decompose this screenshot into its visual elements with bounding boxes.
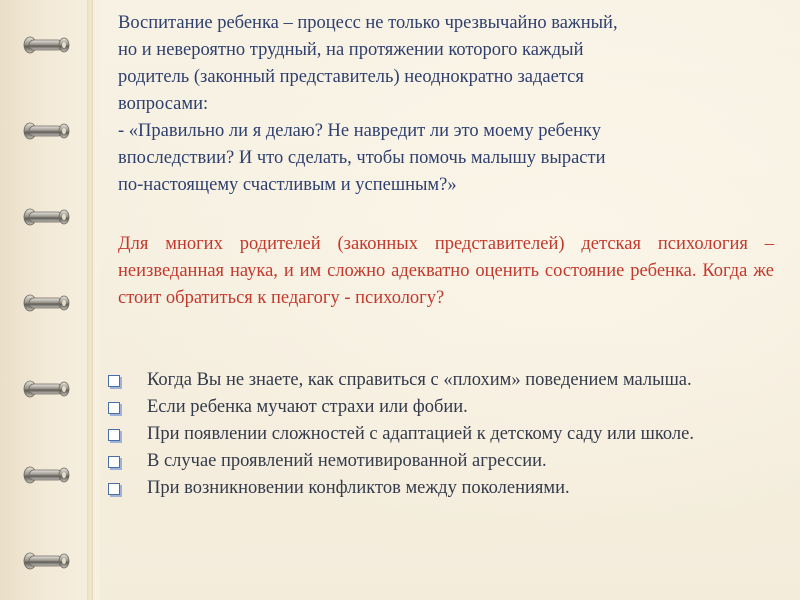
- reasons-list: [104, 367, 774, 502]
- spiral-ring-icon: [22, 204, 72, 230]
- list-item-text: Если ребенка мучают страхи или фобии.: [147, 397, 468, 417]
- checkbox-bullet-icon: [108, 375, 120, 387]
- intro-line: - «Правильно ли я делаю? Не навредит ли это моему ребенку: [118, 121, 601, 141]
- margin-line: [87, 0, 93, 600]
- intro-line: вопросами:: [118, 94, 209, 114]
- intro-text: [118, 10, 718, 199]
- list-item-text: При появлении сложностей с адаптацией к детскому саду или школе.: [147, 424, 694, 444]
- intro-line: но и невероятно трудный, на протяжении которого каждый: [118, 40, 584, 60]
- intro-line: по-настоящему счастливым и успешным?»: [118, 175, 457, 195]
- list-item-text: Когда Вы не знаете, как справиться с «плохим» поведением малыша.: [147, 370, 692, 390]
- spiral-ring-icon: [22, 462, 72, 488]
- spiral-ring-icon: [22, 32, 72, 58]
- list-item: [104, 475, 774, 502]
- question-paragraph: Для многих родителей (законных представителей) детская психология – неизведанная наука, и им сложно адекватно оценить состояние ребенка. Когда же стоит обратиться к педагогу - психологу?: [118, 234, 774, 308]
- intro-line: родитель (законный представитель) неоднократно задается: [118, 67, 584, 87]
- checkbox-bullet-icon: [108, 429, 120, 441]
- list-item: [104, 394, 774, 421]
- list-item: [104, 448, 774, 475]
- spiral-ring-icon: [22, 376, 72, 402]
- spiral-ring-icon: [22, 118, 72, 144]
- spiral-ring-icon: [22, 290, 72, 316]
- intro-line: Воспитание ребенка – процесс не только чрезвычайно важный,: [118, 13, 618, 33]
- list-item-text: В случае проявлений немотивированной агрессии.: [147, 451, 547, 471]
- checkbox-bullet-icon: [108, 402, 120, 414]
- checkbox-bullet-icon: [108, 456, 120, 468]
- intro-line: впоследствии? И что сделать, чтобы помочь малышу вырасти: [118, 148, 606, 168]
- spiral-ring-icon: [22, 548, 72, 574]
- list-item-text: При возникновении конфликтов между поколениями.: [147, 478, 570, 498]
- checkbox-bullet-icon: [108, 483, 120, 495]
- list-item: [104, 421, 774, 448]
- list-item: [104, 367, 774, 394]
